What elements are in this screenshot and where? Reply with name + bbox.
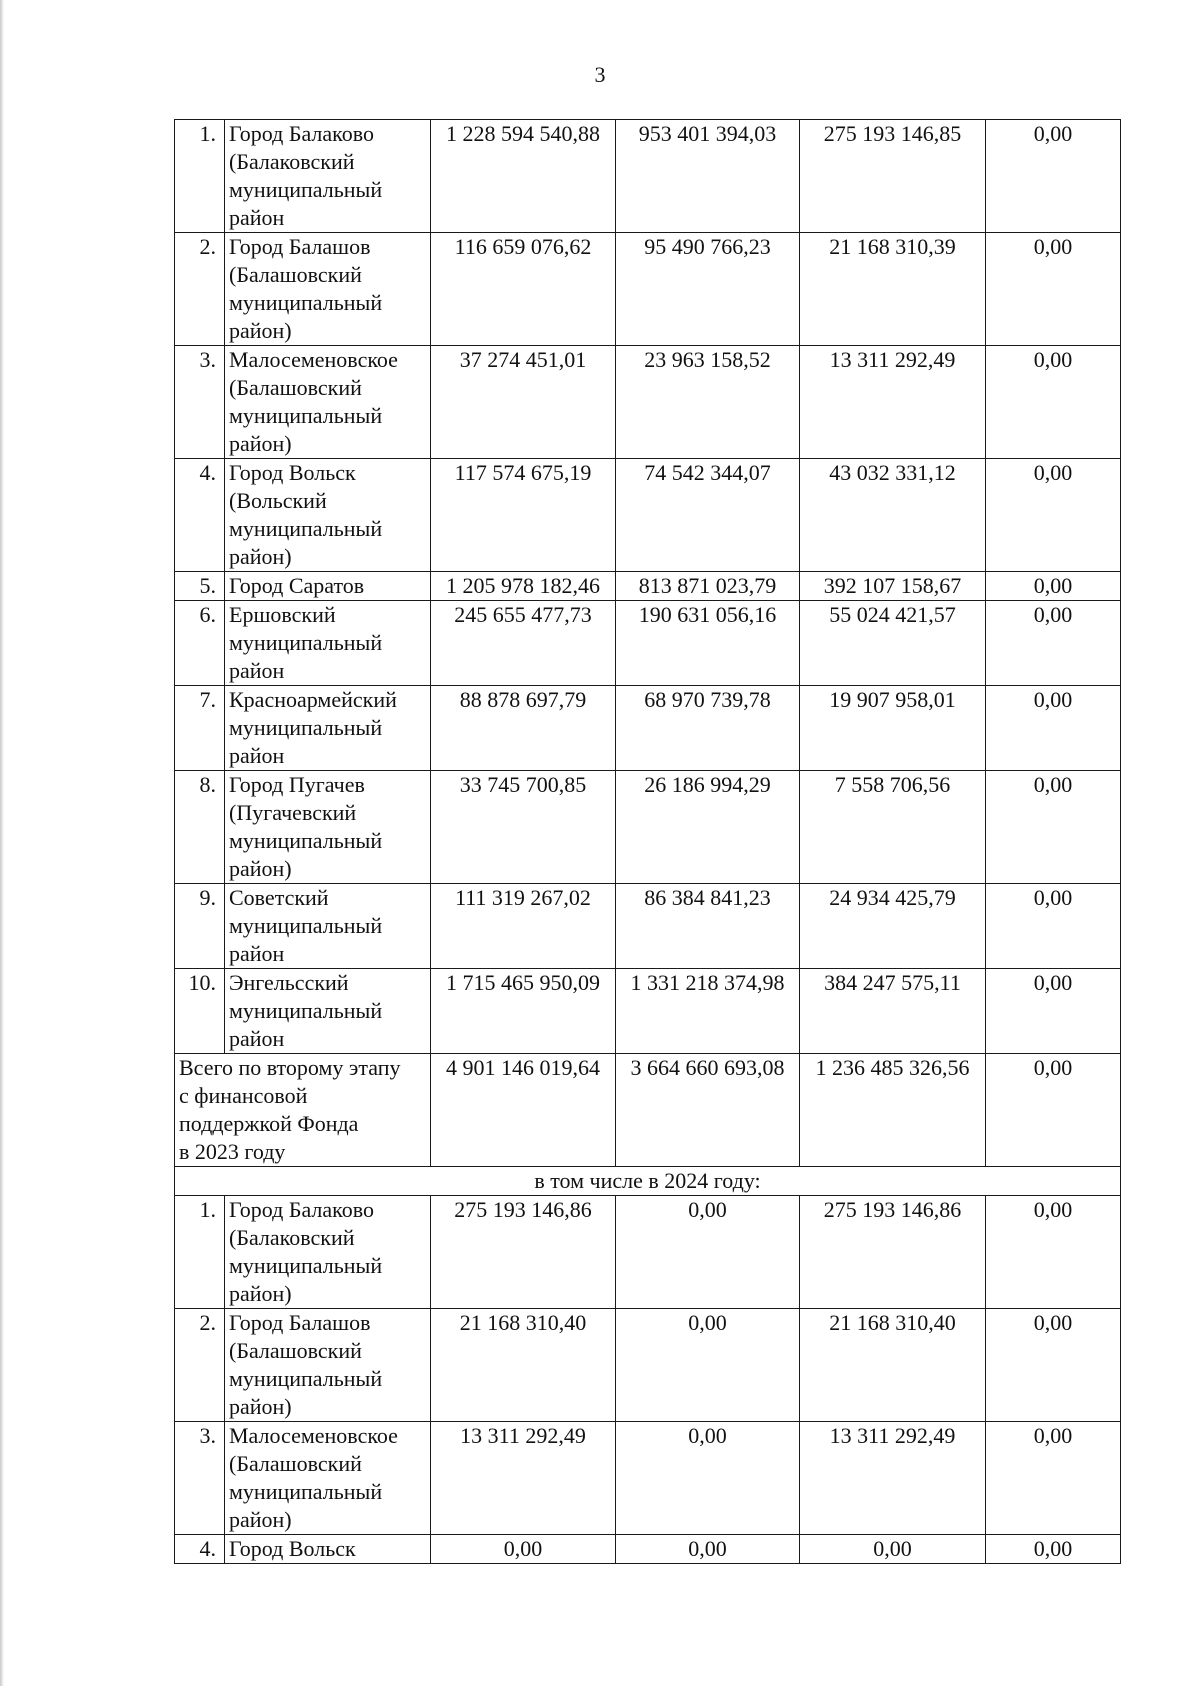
local-amount-cell: 0,00 (986, 459, 1121, 572)
total-amount-cell: 275 193 146,86 (431, 1196, 616, 1309)
section-header-row (175, 1167, 1121, 1196)
table-row (175, 1535, 1121, 1564)
fund-amount-cell: 0,00 (616, 1535, 800, 1564)
name-line: муниципальный (229, 516, 383, 541)
local-amount-cell: 0,00 (986, 120, 1121, 233)
name-line: в 2023 году (179, 1139, 286, 1164)
table-row (175, 572, 1121, 601)
row-number-cell: 1. (175, 120, 225, 233)
name-line: район) (229, 1507, 292, 1532)
regional-amount-cell: 384 247 575,11 (800, 969, 986, 1054)
total-amount-cell: 33 745 700,85 (431, 771, 616, 884)
table-row (175, 233, 1121, 346)
name-line: район (229, 743, 285, 768)
local-amount-cell: 0,00 (986, 572, 1121, 601)
name-line: муниципальный (229, 1253, 383, 1278)
name-line: муниципальный (229, 913, 383, 938)
name-line: район (229, 941, 285, 966)
name-line: район) (229, 1394, 292, 1419)
name-line: Энгельсский (229, 970, 349, 995)
municipality-name-cell (225, 969, 431, 1054)
regional-amount-cell: 392 107 158,67 (800, 572, 986, 601)
municipality-name-cell (225, 459, 431, 572)
fund-amount-cell: 26 186 994,29 (616, 771, 800, 884)
regional-amount-cell: 0,00 (800, 1535, 986, 1564)
municipality-name-cell (225, 346, 431, 459)
name-line: Советский (229, 885, 329, 910)
name-line: район) (229, 318, 292, 343)
local-amount-cell: 0,00 (986, 1196, 1121, 1309)
name-line: Всего по второму этапу (179, 1055, 401, 1080)
local-amount-cell: 0,00 (986, 233, 1121, 346)
municipality-name-cell (225, 1422, 431, 1535)
fund-amount-cell: 23 963 158,52 (616, 346, 800, 459)
name-line: Город Вольск (229, 1536, 356, 1561)
table-row (175, 1196, 1121, 1309)
regional-amount-cell: 19 907 958,01 (800, 686, 986, 771)
name-line: район) (229, 544, 292, 569)
page-number: 3 (594, 62, 606, 87)
regional-amount-cell: 43 032 331,12 (800, 459, 986, 572)
table-row (175, 346, 1121, 459)
table-row (175, 1309, 1121, 1422)
name-line: (Вольский (229, 488, 327, 513)
name-line: район (229, 658, 285, 683)
row-number-cell: 10. (175, 969, 225, 1054)
table-row (175, 1422, 1121, 1535)
total-amount-cell: 116 659 076,62 (431, 233, 616, 346)
name-line: Город Балашов (229, 1310, 371, 1335)
table-row (175, 884, 1121, 969)
row-number-cell: 2. (175, 1309, 225, 1422)
total-amount-cell: 111 319 267,02 (431, 884, 616, 969)
regional-amount-cell: 13 311 292,49 (800, 346, 986, 459)
table-row (175, 771, 1121, 884)
total-label-cell (175, 1054, 431, 1167)
total-amount-cell: 117 574 675,19 (431, 459, 616, 572)
name-line: муниципальный (229, 177, 383, 202)
table-row (175, 601, 1121, 686)
regional-amount-cell: 1 236 485 326,56 (800, 1054, 986, 1167)
table-body (175, 120, 1121, 1564)
name-line: (Балашовский (229, 375, 362, 400)
row-number-cell: 3. (175, 346, 225, 459)
total-amount-cell: 1 205 978 182,46 (431, 572, 616, 601)
regional-amount-cell: 24 934 425,79 (800, 884, 986, 969)
local-amount-cell: 0,00 (986, 1422, 1121, 1535)
fund-amount-cell: 0,00 (616, 1422, 800, 1535)
local-amount-cell: 0,00 (986, 1309, 1121, 1422)
row-number-cell: 1. (175, 1196, 225, 1309)
name-line: с финансовой (179, 1083, 308, 1108)
name-line: муниципальный (229, 630, 383, 655)
name-line: район) (229, 431, 292, 456)
total-row (175, 1054, 1121, 1167)
scan-edge (0, 0, 4, 1686)
row-number-cell: 9. (175, 884, 225, 969)
total-amount-cell: 1 715 465 950,09 (431, 969, 616, 1054)
total-amount-cell: 1 228 594 540,88 (431, 120, 616, 233)
local-amount-cell: 0,00 (986, 686, 1121, 771)
local-amount-cell: 0,00 (986, 884, 1121, 969)
municipality-name-cell (225, 884, 431, 969)
total-amount-cell: 245 655 477,73 (431, 601, 616, 686)
fund-amount-cell: 813 871 023,79 (616, 572, 800, 601)
row-number-cell: 2. (175, 233, 225, 346)
row-number-cell: 3. (175, 1422, 225, 1535)
row-number-cell: 5. (175, 572, 225, 601)
name-line: муниципальный (229, 715, 383, 740)
local-amount-cell: 0,00 (986, 1054, 1121, 1167)
table-row (175, 120, 1121, 233)
total-amount-cell: 37 274 451,01 (431, 346, 616, 459)
municipality-name-cell (225, 1535, 431, 1564)
fund-amount-cell: 1 331 218 374,98 (616, 969, 800, 1054)
fund-amount-cell: 0,00 (616, 1196, 800, 1309)
total-amount-cell: 13 311 292,49 (431, 1422, 616, 1535)
total-amount-cell: 4 901 146 019,64 (431, 1054, 616, 1167)
municipality-name-cell (225, 601, 431, 686)
row-number-cell: 6. (175, 601, 225, 686)
name-line: Малосеменовское (229, 347, 398, 372)
regional-amount-cell: 13 311 292,49 (800, 1422, 986, 1535)
name-line: (Балашовский (229, 1451, 362, 1476)
regional-amount-cell: 7 558 706,56 (800, 771, 986, 884)
regional-amount-cell: 21 168 310,40 (800, 1309, 986, 1422)
name-line: Город Вольск (229, 460, 356, 485)
fund-amount-cell: 95 490 766,23 (616, 233, 800, 346)
row-number-cell: 7. (175, 686, 225, 771)
local-amount-cell: 0,00 (986, 346, 1121, 459)
fund-amount-cell: 74 542 344,07 (616, 459, 800, 572)
name-line: район) (229, 1281, 292, 1306)
fund-amount-cell: 68 970 739,78 (616, 686, 800, 771)
name-line: Город Саратов (229, 573, 365, 598)
municipality-name-cell (225, 1196, 431, 1309)
fund-amount-cell: 3 664 660 693,08 (616, 1054, 800, 1167)
regional-amount-cell: 275 193 146,85 (800, 120, 986, 233)
name-line: (Балаковский (229, 149, 355, 174)
fund-amount-cell: 0,00 (616, 1309, 800, 1422)
financing-table (174, 119, 1121, 1564)
name-line: муниципальный (229, 1366, 383, 1391)
table-row (175, 686, 1121, 771)
name-line: муниципальный (229, 998, 383, 1023)
name-line: (Пугачевский (229, 800, 357, 825)
name-line: (Балашовский (229, 262, 362, 287)
row-number-cell: 4. (175, 1535, 225, 1564)
name-line: муниципальный (229, 403, 383, 428)
name-line: (Балашовский (229, 1338, 362, 1363)
municipality-name-cell (225, 1309, 431, 1422)
name-line: поддержкой Фонда (179, 1111, 359, 1136)
name-line: Малосеменовское (229, 1423, 398, 1448)
name-line: район (229, 205, 285, 230)
section-header-cell: в том числе в 2024 году: (175, 1167, 1121, 1196)
municipality-name-cell (225, 120, 431, 233)
table-row (175, 459, 1121, 572)
row-number-cell: 8. (175, 771, 225, 884)
name-line: Город Балаково (229, 1197, 374, 1222)
total-amount-cell: 88 878 697,79 (431, 686, 616, 771)
name-line: муниципальный (229, 1479, 383, 1504)
municipality-name-cell (225, 771, 431, 884)
name-line: Город Балашов (229, 234, 371, 259)
name-line: муниципальный (229, 828, 383, 853)
table-row (175, 969, 1121, 1054)
name-line: (Балаковский (229, 1225, 355, 1250)
local-amount-cell: 0,00 (986, 601, 1121, 686)
fund-amount-cell: 190 631 056,16 (616, 601, 800, 686)
local-amount-cell: 0,00 (986, 969, 1121, 1054)
name-line: район) (229, 856, 292, 881)
row-number-cell: 4. (175, 459, 225, 572)
municipality-name-cell (225, 686, 431, 771)
fund-amount-cell: 953 401 394,03 (616, 120, 800, 233)
total-amount-cell: 0,00 (431, 1535, 616, 1564)
municipality-name-cell (225, 233, 431, 346)
regional-amount-cell: 55 024 421,57 (800, 601, 986, 686)
regional-amount-cell: 275 193 146,86 (800, 1196, 986, 1309)
total-amount-cell: 21 168 310,40 (431, 1309, 616, 1422)
name-line: Красноармейский (229, 687, 397, 712)
local-amount-cell: 0,00 (986, 771, 1121, 884)
municipality-name-cell (225, 572, 431, 601)
regional-amount-cell: 21 168 310,39 (800, 233, 986, 346)
fund-amount-cell: 86 384 841,23 (616, 884, 800, 969)
name-line: Город Пугачев (229, 772, 365, 797)
name-line: Ершовский (229, 602, 336, 627)
local-amount-cell: 0,00 (986, 1535, 1121, 1564)
name-line: Город Балаково (229, 121, 374, 146)
name-line: район (229, 1026, 285, 1051)
name-line: муниципальный (229, 290, 383, 315)
